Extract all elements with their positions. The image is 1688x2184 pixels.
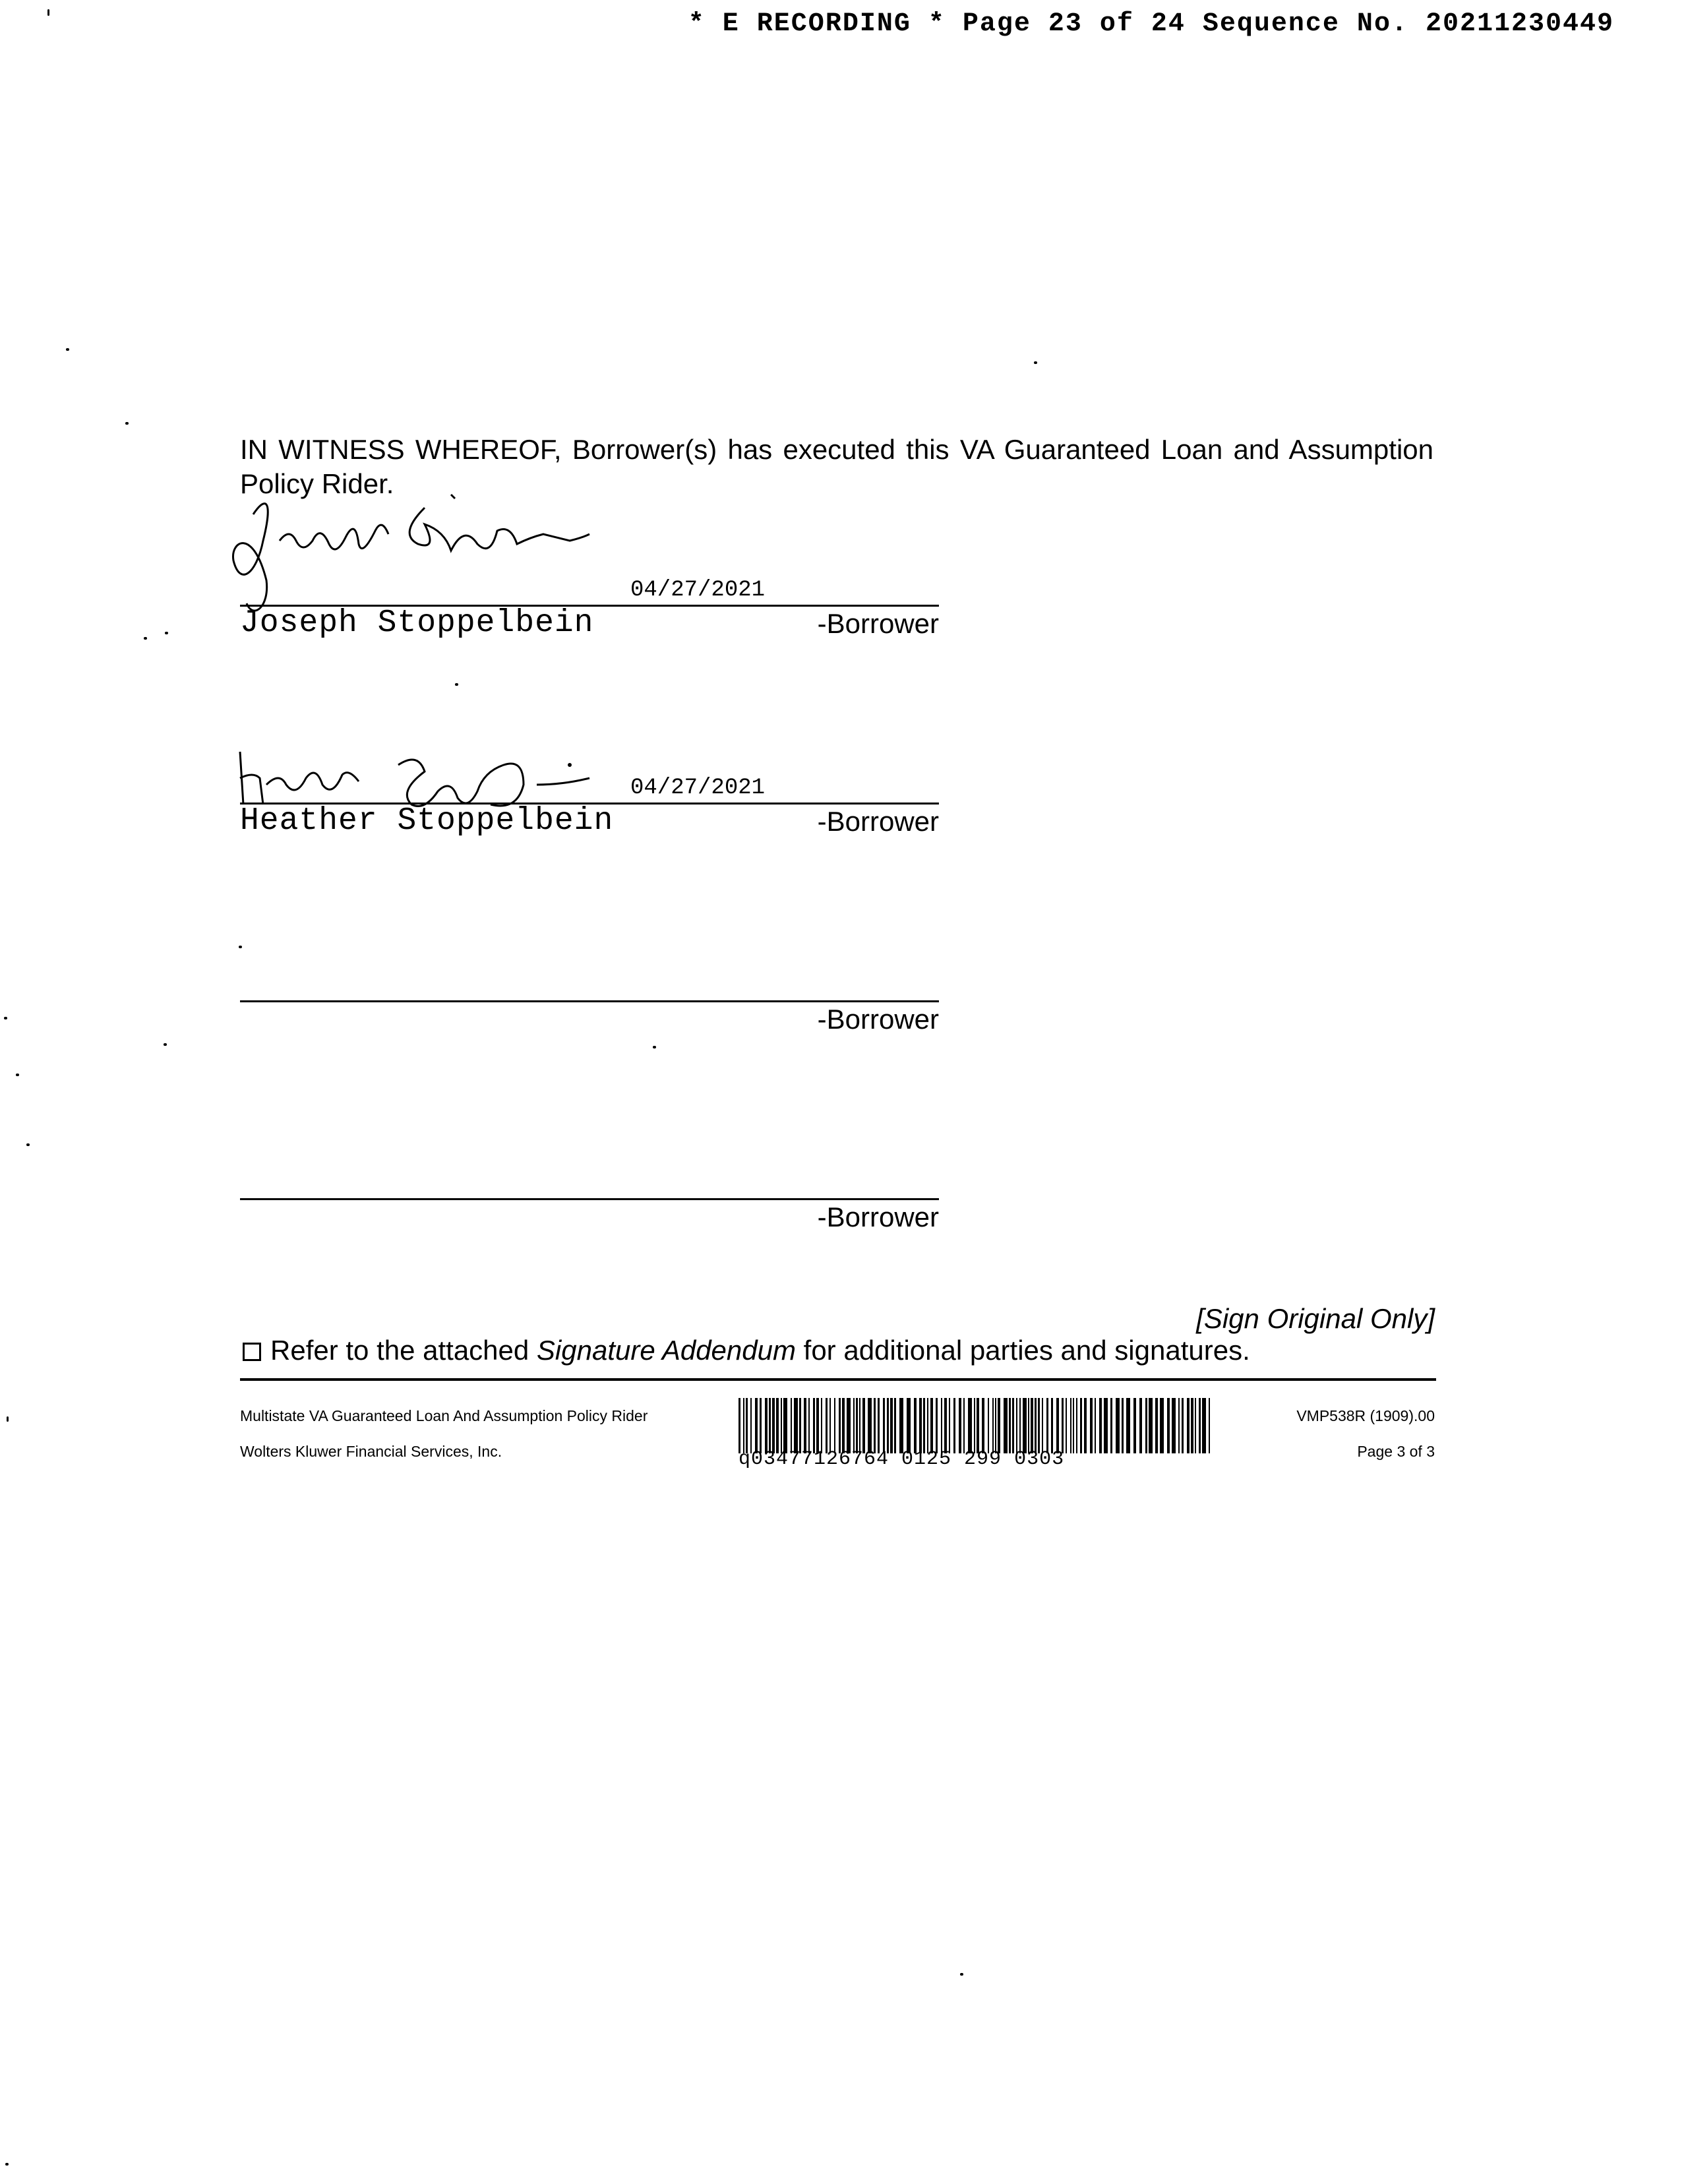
barcode-bar [907,1398,911,1453]
barcode-bar [799,1398,801,1453]
barcode-bar [755,1398,758,1453]
publisher-name: Wolters Kluwer Financial Services, Inc. [240,1443,502,1460]
barcode-bar [1095,1398,1096,1453]
addendum-prefix: Refer to the attached [270,1335,537,1366]
scan-speck [653,1046,656,1048]
barcode-bar [862,1398,865,1453]
barcode-bar [992,1398,994,1453]
barcode-bar [1004,1398,1008,1453]
barcode-bar [883,1398,885,1453]
barcode-bar [769,1398,771,1453]
barcode-number: q03477126764 0125 299 0303 [738,1448,1065,1471]
signature-date: 04/27/2021 [630,775,766,801]
barcode-bar [1084,1398,1087,1453]
barcode-bar [821,1398,822,1453]
signer-role: -Borrower [817,608,939,639]
barcode-bar [1209,1398,1210,1453]
barcode-bar [813,1398,815,1453]
barcode-bar [1149,1398,1153,1453]
scan-speck [455,683,458,686]
barcode-bar [1116,1398,1120,1453]
scan-speck [47,9,49,16]
barcode-bar [781,1398,782,1453]
barcode-bar [899,1398,903,1453]
scan-speck [66,348,69,351]
barcode-bar [1066,1398,1067,1453]
signature-date: 04/27/2021 [630,578,766,603]
signer-role: -Borrower [817,806,939,837]
barcode-bar [1182,1398,1184,1453]
barcode-bar [878,1398,880,1453]
barcode-bar [1172,1398,1176,1453]
barcode-bar [1073,1398,1074,1453]
barcode-bar [1035,1398,1037,1453]
page-label: Page 3 of 3 [1357,1443,1435,1460]
footer-right [1296,1398,1435,1469]
barcode-bar [738,1398,740,1453]
scan-speck [26,1143,30,1146]
scan-speck [16,1074,19,1076]
barcode-bar [1191,1398,1193,1453]
barcode-bar [760,1398,762,1453]
barcode-bar [1056,1398,1059,1453]
sign-original-note: [Sign Original Only] [1196,1303,1435,1334]
barcode-bar [776,1398,779,1453]
barcode-bar [890,1398,893,1453]
barcode-bar [826,1398,828,1453]
barcode-bar [1076,1398,1077,1453]
barcode-bar [743,1398,744,1453]
barcode-bar [1195,1398,1196,1453]
scan-speck [164,1043,167,1046]
barcode-bar [772,1398,775,1453]
signer-role: -Borrower [817,1004,939,1035]
scan-speck [7,1416,9,1422]
barcode-bar [1145,1398,1147,1453]
barcode-bar [794,1398,798,1453]
barcode-bar [995,1398,996,1453]
barcode-bar [1090,1398,1093,1453]
barcode-bar [847,1398,851,1453]
barcode-bar [894,1398,896,1453]
form-number: VMP538R (1909).00 [1296,1407,1435,1424]
barcode-bar [874,1398,876,1453]
barcode-bar [1051,1398,1053,1453]
barcode-bar [856,1398,858,1453]
witness-paragraph: IN WITNESS WHEREOF, Borrower(s) has executed this VA Guaranteed Loan and Assumption Policy Rider. [240,434,1433,499]
barcode-bar [914,1398,917,1453]
signer-name: Heather Stoppelbein [240,803,614,839]
barcode-bar [1104,1398,1108,1453]
barcode-bar [1160,1398,1164,1453]
barcode-bar [936,1398,938,1453]
barcode-bar [791,1398,792,1453]
barcode-bar [977,1398,979,1453]
barcode-bar [959,1398,961,1453]
barcode-bar [834,1398,835,1453]
barcode-bar [963,1398,965,1453]
barcode-bar [1178,1398,1180,1453]
barcode-bar [746,1398,748,1453]
signer-name: Joseph Stoppelbein [240,605,594,641]
barcode-image [738,1398,1213,1453]
barcode-bar [944,1398,947,1453]
barcode-bar [1019,1398,1021,1453]
barcode-bar [842,1398,845,1453]
barcode-bar [1023,1398,1027,1453]
barcode-bar [1187,1398,1190,1453]
barcode-bar [1016,1398,1017,1453]
barcode-bar [930,1398,933,1453]
addendum-checkbox[interactable] [243,1343,261,1361]
barcode-bar [1155,1398,1158,1453]
scan-speck [239,946,242,948]
barcode-bar [887,1398,889,1453]
barcode-bar [853,1398,855,1453]
recording-stamp: * E RECORDING * Page 23 of 24 Sequence No. 20211230449 [688,9,1614,39]
barcode-bar [1099,1398,1102,1453]
barcode-bar [1202,1398,1206,1453]
barcode-bar [1012,1398,1014,1453]
barcode-bar [1110,1398,1112,1453]
addendum-suffix: for additional parties and signatures. [795,1335,1250,1366]
barcode-bar [868,1398,872,1453]
barcode-bar [974,1398,975,1453]
signature-line [240,1000,939,1002]
barcode-bar [998,1398,1000,1453]
scan-speck [4,1017,7,1019]
signer-role: -Borrower [817,1201,939,1232]
scan-speck [144,637,147,640]
barcode-bar [1199,1398,1201,1453]
form-title: Multistate VA Guaranteed Loan And Assumption Policy Rider [240,1407,648,1424]
barcode-bar [941,1398,942,1453]
barcode-bar [949,1398,950,1453]
barcode-bar [927,1398,928,1453]
barcode-bar [982,1398,984,1453]
barcode-bar [859,1398,860,1453]
barcode-bar [1009,1398,1011,1453]
barcode-bar [1126,1398,1130,1453]
barcode-bar [750,1398,752,1453]
barcode-bar [988,1398,989,1453]
barcode-bar [1042,1398,1043,1453]
barcode-bar [816,1398,819,1453]
barcode-bar [968,1398,972,1453]
signature-block-4 [240,1154,939,1253]
signature-line [240,1198,939,1200]
barcode-bar [804,1398,806,1453]
barcode-bar [808,1398,810,1453]
barcode-bar [765,1398,768,1453]
barcode-bar [919,1398,922,1453]
signature-block-1 [240,561,939,659]
barcode-bar [1070,1398,1071,1453]
scan-speck [125,422,129,425]
barcode-bar [1038,1398,1040,1453]
footer-left [240,1398,648,1469]
scan-speck [960,1973,963,1976]
scan-speck [1034,361,1037,364]
barcode-bar [839,1398,841,1453]
barcode-bar [1062,1398,1064,1453]
signature-block-2 [240,758,939,857]
signature-block-3 [240,956,939,1055]
barcode-bar [783,1398,787,1453]
addendum-reference [243,1335,1250,1366]
barcode-bar [1122,1398,1124,1453]
handwritten-signature-joseph [227,488,622,620]
barcode-bar [1167,1398,1170,1453]
barcode-bar [1080,1398,1082,1453]
barcode-bar [829,1398,831,1453]
barcode-bar [953,1398,955,1453]
barcode-bar [1031,1398,1033,1453]
scan-speck [165,632,168,634]
scan-speck [5,2163,9,2166]
addendum-emphasis: Signature Addendum [536,1335,796,1366]
barcode-bar [1028,1398,1029,1453]
barcode-bar [1139,1398,1142,1453]
barcode-bar [1046,1398,1048,1453]
footer-divider [240,1378,1436,1381]
barcode-bar [1133,1398,1136,1453]
barcode-bar [923,1398,925,1453]
